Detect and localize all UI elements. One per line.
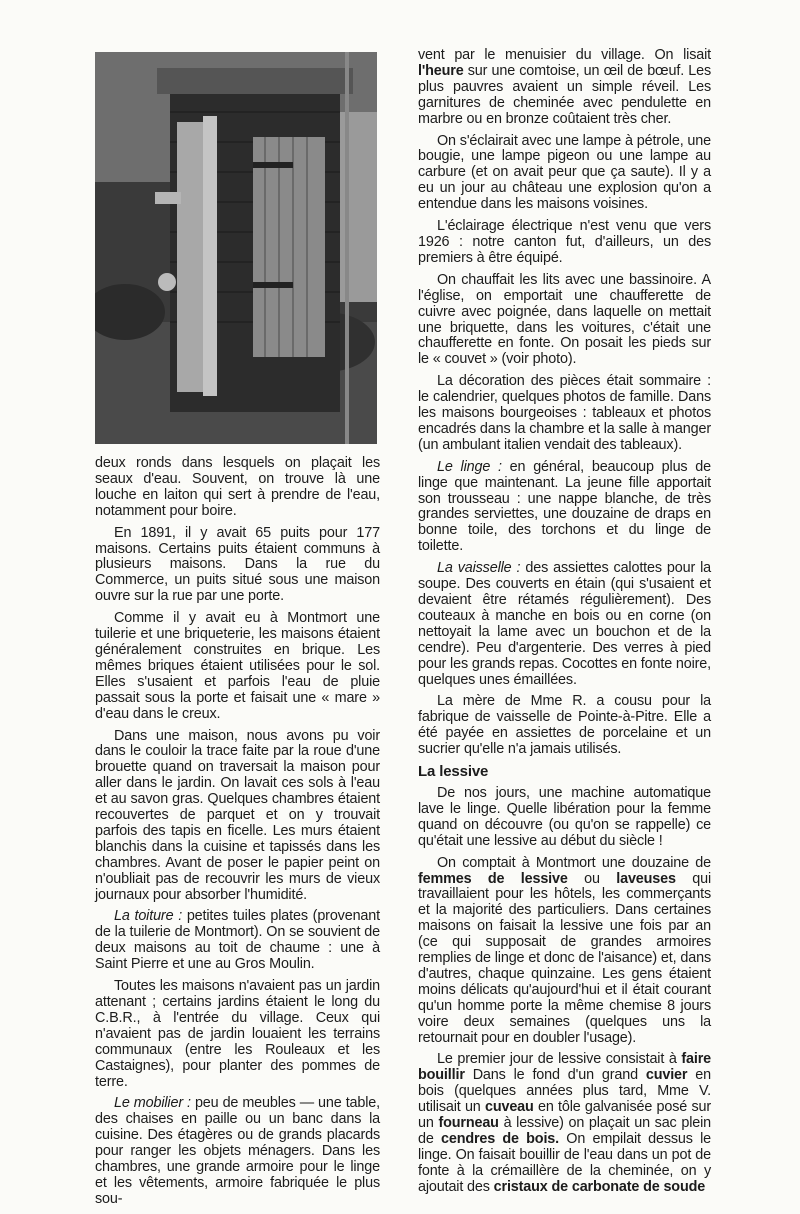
p11-bold-3: cuveau [484,1099,534,1116]
left-paragraph-4: Dans une maison, nous avons pu voir dans le couloir la trace faite par la roue d'une brouette quand on traversait la maison pour aller dans le jardin. On lavait ces sols à l'eau et au savon gras. Quelques chambres étaient recouvertes de parquet et on y trouvait parfois des tapis en ficelle. Les murs étaient blanchis dans la cuisine et tapissés dans les chambres. Avant de poser le papier peint on n'oubliait pas de recouvrir les murs de vieux journaux pour absorber l'humidité. [95,727,380,903]
right-paragraph-10 [418,856,711,1047]
right-paragraph-3: L'éclairage électrique n'est venu que vers 1926 : notre canton fut, d'ailleurs, un des premiers à être équipé. [418,218,711,266]
left-column [95,456,380,1214]
right-paragraph-2: On s'éclairait avec une lampe à pétrole, une bougie, une lampe pigeon ou une lampe au carbure (et on avait peur que ça saute). Il y a eu un jour au château une explosion qu'on a entendue dans les maisons voisines. [418,132,711,213]
roof-text: petites tuiles plates (provenant de la tuilerie de Montmort). On se souvient de deux maisons au toit de chaume : une à Saint Pierre et une au Gros Moulin. [95,908,380,973]
right-paragraph-8: La mère de Mme R. a cousu pour la fabrique de vaisselle de Pointe-à-Pitre. Elle a été payée en assiettes de porcelaine et un sucrier qu'elle n'a jamais utilisés. [418,693,711,758]
dishes-label: La vaisselle : [437,560,521,577]
p10-e: qui travaillaient pour les hôtels, les commerçants et la majorité des particuliers. Dans certaines maisons on faisait la lessive une fois par an (ce qui supposait de grandes armoires remplies de linge et donc de l'aisance) et, dans d'autres, chaque quinzaine. Les gens étaient moins délicats qu'aujourd'hui et il était courant qu'un homme porte la même chemise 8 jours voire deux semaines (quelques uns la retournait pour en doubler l'usage). [418,870,712,1046]
p11-bold-1: faire bouillir [418,1051,711,1084]
p11-k: On empilait dessus le linge. On faisait bouillir de l'eau dans un pot de fonte à la crémaillère de la cheminée, on y ajoutait des [418,1131,711,1195]
p10-a: On comptait à Montmort une douzaine de [437,854,711,871]
linen-text: en général, beaucoup plus de linge que maintenant. La jeune fille apportait son trousseau : une nappe blanche, de très grandes serviettes, une douzaine de draps en bonne toile, des torchons et du linge de toilette. [418,458,712,555]
left-paragraph-6: Toutes les maisons n'avaient pas un jardin attenant ; certains jardins étaient le long du C.B.R., à l'entrée du village. Ceux qui n'avaient pas de jardin louaient les terrains communaux (entre les Rouleaux et les Castaignes), pour planter des pommes de terre. [95,978,380,1090]
right-paragraph-4: On chauffait les lits avec une bassinoire. A l'église, on emportait une chaufferette de cuivre avec poignée, dans laquelle on mettait une briquette, dans les voitures, c'était une chaufferette en fonte. On posait les pieds sur le « couvet » (voir photo). [418,271,711,368]
right-paragraph-5: La décoration des pièces était sommaire : le calendrier, quelques photos de famille. Dans les maisons bourgeoises : tableaux et photos encadrés dans la chambre et la salle à manger (un ambulant italien vendait des tableaux). [418,373,711,453]
left-paragraph-5 [95,909,380,973]
p11-g: en tôle galvanisée posé sur un [418,1099,711,1132]
p11-a: Le premier jour de lessive consistait à [437,1051,682,1068]
right-paragraph-11 [418,1052,711,1195]
clock-bold: l'heure [418,62,464,79]
left-paragraph-7 [95,1096,380,1207]
left-paragraph-1: deux ronds dans lesquels on plaçait les seaux d'eau. Souvent, on trouve là une louche en laiton qui sert à prendre de l'eau, notamment pour boire. [95,455,380,519]
p11-bold-6: cristaux de carbonate de soude [493,1178,706,1195]
p11-bold-4: fourneau [438,1115,499,1132]
linen-label: Le linge : [437,458,502,475]
section-title-lessive: La lessive [418,763,489,781]
dishes-text: des assiettes calottes pour la soupe. Des couverts en étain (qui s'usaient et devaient être rétamés régulièrement). Des couteaux à manche en bois ou en corne (on nettoyait la lame avec un bouchon et de la cendre). Peu d'argenterie. Des verres à pied pour les grands repas. Cocottes en fonte noire, quelques unes émaillées. [418,560,711,688]
p11-bold-2: cuvier [645,1067,688,1084]
p11-c: Dans le fond d'un grand [464,1067,646,1084]
right-paragraph-1 [418,48,711,128]
furniture-label: Le mobilier : [114,1095,191,1112]
clock-text-a: vent par le menuisier du village. On lisait [418,47,711,63]
left-paragraph-2: En 1891, il y avait 65 puits pour 177 maisons. Certains puits étaient communs à plusieurs maisons. Dans la rue du Commerce, un puits situé sous une maison ouvre sur la rue par une porte. [95,524,380,605]
right-column [418,48,711,1202]
roof-label: La toiture : [114,908,183,925]
outhouse-well-photo [95,52,377,444]
p10-bold-1: femmes de lessive [418,870,568,887]
p11-i: à lessive) on plaçait un sac plein de [418,1115,711,1147]
clock-text-c: sur une comtoise, un œil de bœuf. Les plus pauvres avaient un simple réveil. Les garnitures de cheminée avec pendulette en marbre ou en bronze coûtaient très cher. [418,62,711,127]
p10-bold-2: laveuses [616,870,676,887]
left-paragraph-3: Comme il y avait eu à Montmort une tuilerie et une briqueterie, les maisons étaient généralement construites en brique. Les mêmes briques étaient utilisées pour le sol. Elles s'usaient et parfois l'eau de pluie passait sous la porte et faisait une « mare » d'eau dans le creux. [95,610,380,722]
p10-c: ou [567,870,617,887]
p11-bold-5: cendres de bois. [440,1131,560,1147]
right-paragraph-9: De nos jours, une machine automatique lave le linge. Quelle libération pour la femme quand on découvre (ou qu'on se rappelle) ce qu'était une lessive au début du siècle ! [418,784,711,849]
right-paragraph-7 [418,561,711,688]
p11-e: en bois (quelques années plus tard, Mme V. utilisait un [418,1067,711,1116]
right-paragraph-6 [418,460,711,555]
furniture-text: peu de meubles — une table, des chaises en paille ou un banc dans la cuisine. Des étagères ou de grands placards pour ranger les objets ménagers. Dans les chambres, une grande armoire pour le linge et les vêtements, armoire fabriquée le plus sou- [95,1095,380,1207]
photo-illustration [95,52,377,444]
